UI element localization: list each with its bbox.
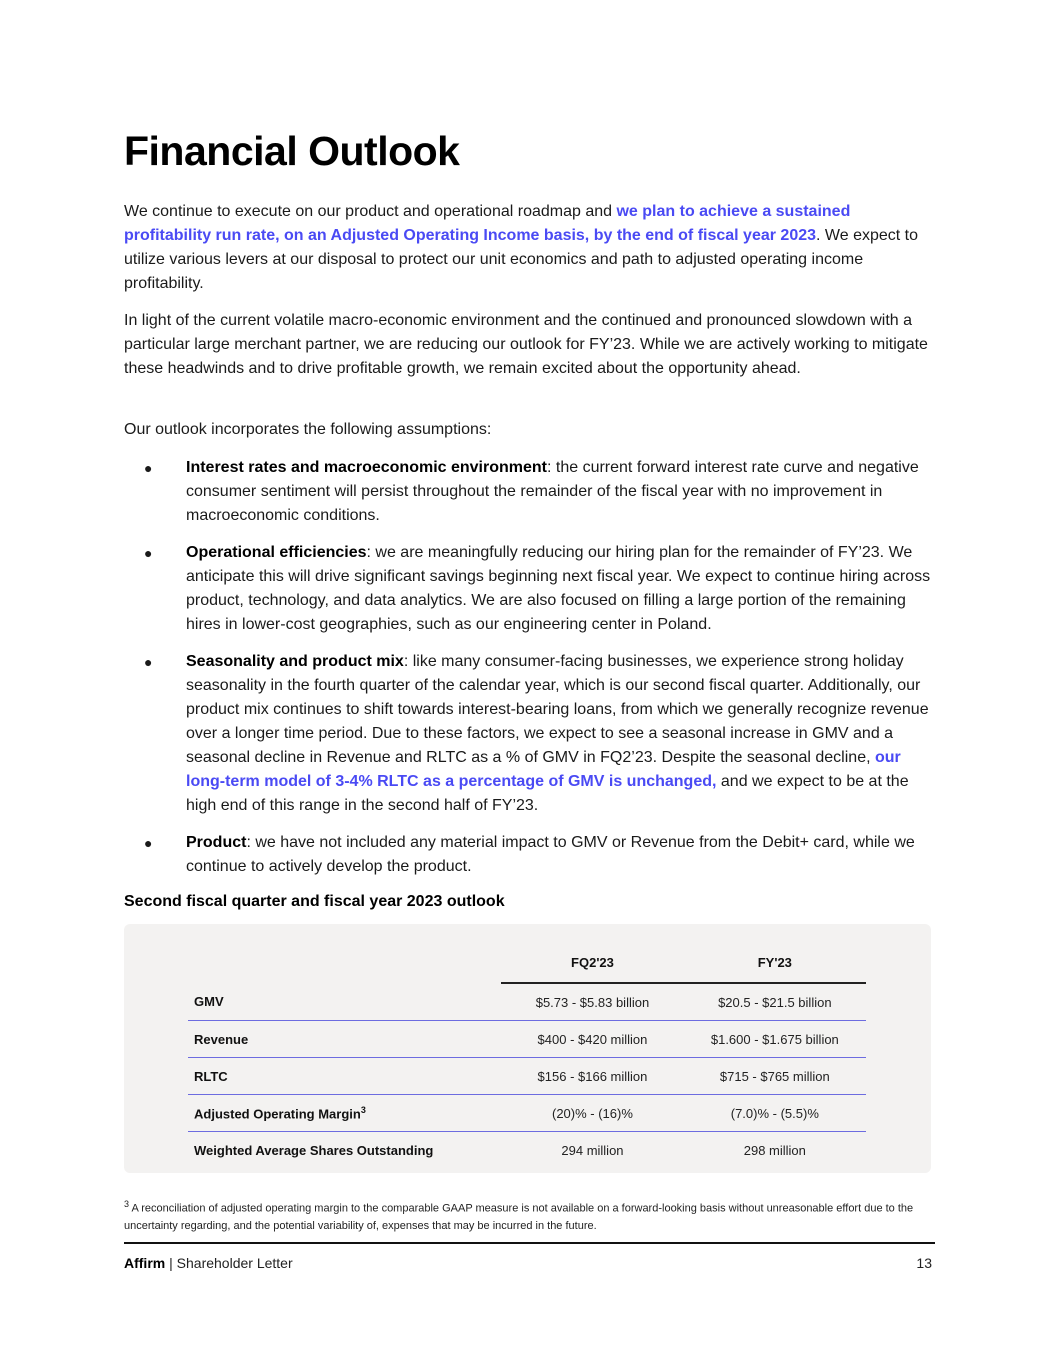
list-item bbox=[124, 456, 932, 528]
cell-fy: (7.0)% - (5.5)% bbox=[684, 1095, 866, 1132]
row-label: RLTC bbox=[188, 1058, 501, 1095]
bullet-text: : like many consumer-facing businesses, we experience strong holiday seasonality in the fourth quarter of the calendar year, which is our second fiscal quarter. Additionally, our product mix continues to shift towards interest-bearing loans, from which we generally recognize revenue over a longer time period. Due to these factors, we expect to see a seasonal increase in GMV and a seasonal decline in Revenue and RLTC as a % of GMV in FQ2’23. Despite the seasonal decline, bbox=[186, 653, 929, 766]
table-row bbox=[188, 983, 866, 1021]
bullet-text: : we have not included any material impact to GMV or Revenue from the Debit+ card, while we continue to actively develop the product. bbox=[186, 834, 915, 875]
cell-fy: $20.5 - $21.5 billion bbox=[684, 983, 866, 1021]
row-label bbox=[188, 1095, 501, 1132]
cell-fy: $715 - $765 million bbox=[684, 1058, 866, 1095]
cell-fq2: $156 - $166 million bbox=[501, 1058, 683, 1095]
footnote-text: A reconciliation of adjusted operating margin to the comparable GAAP measure is not available on a forward-looking basis without unreasonable effort due to the uncertainty regarding, and the potential variability of, expenses that may be incurred in the future. bbox=[124, 1202, 914, 1232]
assumptions-list bbox=[124, 456, 932, 892]
row-label: GMV bbox=[188, 983, 501, 1021]
row-label: Weighted Average Shares Outstanding bbox=[194, 1142, 434, 1158]
cell-fq2: 294 million bbox=[561, 1142, 624, 1158]
page-number: 13 bbox=[916, 1255, 932, 1271]
footer-separator: | bbox=[165, 1255, 177, 1271]
footnote-marker: 3 bbox=[124, 1199, 130, 1209]
list-item bbox=[124, 541, 932, 637]
page-footer bbox=[124, 1255, 932, 1271]
intro-text: . We expect to utilize various levers at our disposal to protect our unit economics and path to adjusted operating income profitability. bbox=[124, 227, 918, 292]
intro-paragraph-3 bbox=[124, 418, 932, 442]
bullet-icon: ● bbox=[144, 460, 153, 476]
table-row bbox=[188, 1132, 866, 1169]
footnote bbox=[124, 1196, 924, 1235]
cell-fy: $1.600 - $1.675 billion bbox=[684, 1021, 866, 1058]
bullet-text: : the current forward interest rate curve and negative consumer sentiment will persist throughout the remainder of the fiscal year with no improvement in macroeconomic conditions. bbox=[186, 459, 919, 524]
cell-fq2: $400 - $420 million bbox=[501, 1021, 683, 1058]
highlighted-text: our long-term model of 3-4% RLTC as a percentage of GMV is unchanged, bbox=[186, 749, 901, 790]
intro-text: We continue to execute on our product and operational roadmap and bbox=[124, 203, 617, 220]
table-row bbox=[188, 1021, 866, 1058]
intro-paragraph-1 bbox=[124, 200, 932, 296]
bullet-heading: Operational efficiencies bbox=[186, 544, 367, 561]
intro-paragraph-2 bbox=[124, 309, 932, 381]
highlighted-text: we plan to achieve a sustained profitability run rate, on an Adjusted Operating Income basis, by the end of fiscal year 2023 bbox=[124, 203, 851, 244]
column-header-fq2: FQ2'23 bbox=[501, 942, 683, 983]
paragraph-text: Our outlook incorporates the following assumptions: bbox=[124, 421, 492, 438]
cell-fy: 298 million bbox=[743, 1142, 806, 1158]
table-title: Second fiscal quarter and fiscal year 2023 outlook bbox=[124, 893, 505, 910]
bullet-heading: Interest rates and macroeconomic environment bbox=[186, 459, 547, 476]
page-title: Financial Outlook bbox=[124, 128, 460, 174]
table-row bbox=[188, 1058, 866, 1095]
bullet-text: and we expect to be at the high end of this range in the second half of FY’23. bbox=[186, 773, 909, 814]
outlook-table bbox=[188, 942, 866, 1168]
table-row bbox=[188, 1095, 866, 1132]
paragraph-text: In light of the current volatile macro-economic environment and the continued and pronounced slowdown with a particular large merchant partner, we are reducing our outlook for FY’23. While we are actively working to mitigate these headwinds and to drive profitable growth, we remain excited about the opportunity ahead. bbox=[124, 312, 928, 377]
row-label-text: Adjusted Operating Margin bbox=[194, 1106, 361, 1122]
column-header-fy: FY'23 bbox=[684, 942, 866, 983]
header-blank bbox=[188, 942, 501, 983]
bullet-icon: ● bbox=[144, 654, 153, 670]
footer-label: Shareholder Letter bbox=[176, 1255, 293, 1271]
cell-fq2: (20)% - (16)% bbox=[501, 1095, 683, 1132]
footer-divider bbox=[124, 1242, 935, 1244]
bullet-icon: ● bbox=[144, 835, 153, 851]
bullet-heading: Product bbox=[186, 834, 247, 851]
list-item bbox=[124, 650, 932, 818]
list-item bbox=[124, 831, 932, 879]
row-label: Revenue bbox=[188, 1021, 501, 1058]
brand-name: Affirm bbox=[124, 1255, 166, 1271]
outlook-table-card bbox=[124, 924, 931, 1173]
bullet-text: : we are meaningfully reducing our hiring plan for the remainder of FY’23. We anticipate this will drive significant savings beginning next fiscal year. We expect to continue hiring across product, technology, and data analytics. We are also focused on filling a large portion of the remaining hires in lower-cost geographies, such as our engineering center in Poland. bbox=[186, 544, 931, 633]
bullet-heading: Seasonality and product mix bbox=[186, 653, 404, 670]
table-header-row bbox=[188, 942, 866, 983]
footnote-marker: 3 bbox=[360, 1104, 366, 1115]
cell-fq2: $5.73 - $5.83 billion bbox=[501, 983, 683, 1021]
bullet-icon: ● bbox=[144, 545, 153, 561]
